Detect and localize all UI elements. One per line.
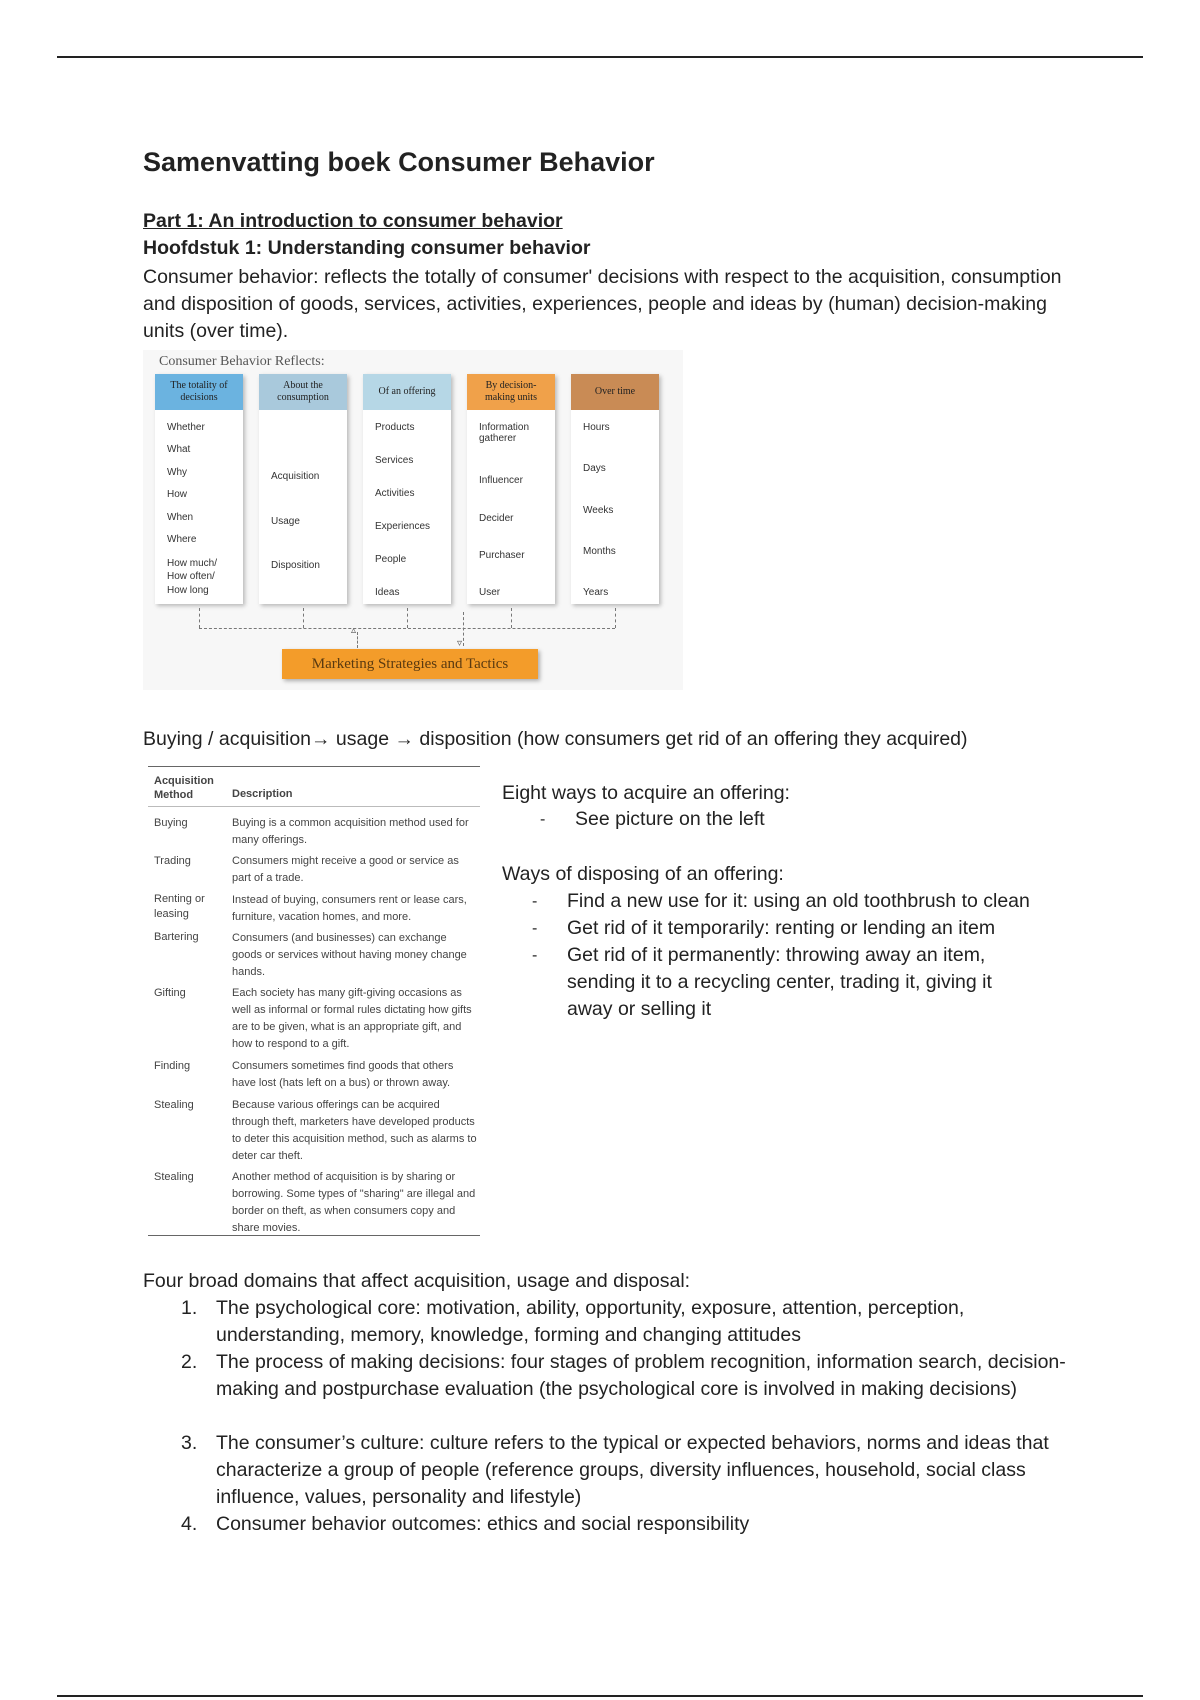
column-item: How long	[167, 585, 209, 596]
eight-ways-title: Eight ways to acquire an offering:	[502, 782, 790, 804]
table-row-description: Each society has many gift-giving occasions as well as informal or formal rules dictating how gifts are to be given, what is an appropriate gift, and how to respond to a gift.	[232, 987, 472, 1050]
disposing-item: Get rid of it permanently: throwing away an item, sending it to a recycling center, trading it, giving it away or selling it	[567, 944, 992, 1020]
column-item: Usage	[271, 516, 300, 527]
table-top-rule	[148, 766, 480, 767]
column-item: When	[167, 512, 194, 523]
arrow-down-icon: ▿	[457, 638, 463, 649]
figure-column-offering	[363, 374, 451, 604]
column-item: What	[167, 444, 191, 455]
column-item: Ideas	[375, 587, 400, 598]
column-item: Where	[167, 534, 197, 545]
column-item: Purchaser	[479, 550, 525, 561]
domain-text: The process of making decisions: four stages of problem recognition, information search, decision-making and postpurchase evaluation (the psychological core is involved in making decisions)	[216, 1351, 1066, 1400]
part-heading: Part 1: An introduction to consumer behavior	[143, 210, 563, 232]
table-row-description: Consumers sometimes find goods that others have lost (hats left on a bus) or thrown away.	[232, 1060, 454, 1089]
table-row-description: Another method of acquisition is by sharing or borrowing. Some types of "sharing" are illegal and border on theft, as when consumers copy and share movies.	[232, 1171, 476, 1234]
domain-text: The psychological core: motivation, ability, opportunity, exposure, attention, perception, understanding, memory, knowledge, forming and changing attitudes	[216, 1297, 965, 1346]
column-item: Services	[375, 455, 414, 466]
bottom-rule	[57, 1695, 1143, 1697]
table-row-method: Trading	[154, 855, 191, 867]
table-row-description: Consumers might receive a good or service as part of a trade.	[232, 855, 459, 884]
figure-caption: Consumer Behavior Reflects:	[159, 354, 325, 369]
column-item: Hours	[583, 422, 610, 433]
table-row-method: Buying	[154, 817, 188, 829]
connector-arrow-up	[357, 632, 359, 648]
column-item: Days	[583, 463, 606, 474]
table-row-description: Consumers (and businesses) can exchange goods or services without having money change hands.	[232, 932, 467, 978]
chapter-heading: Hoofdstuk 1: Understanding consumer behavior	[143, 237, 591, 259]
domain-number: 4.	[181, 1513, 198, 1535]
domain-number: 2.	[181, 1351, 198, 1373]
column-item: Influencer	[479, 475, 523, 486]
table-row-method: Renting or leasing	[154, 893, 205, 920]
table-row-method: Stealing	[154, 1099, 194, 1111]
table-bottom-rule	[148, 1235, 480, 1236]
top-rule	[57, 56, 1143, 58]
table-row-method: Stealing	[154, 1171, 194, 1183]
domain-number: 3.	[181, 1432, 198, 1454]
table-row-method: Finding	[154, 1060, 191, 1072]
table-row-description: Buying is a common acquisition method used for many offerings.	[232, 817, 469, 846]
column-item: Months	[583, 546, 616, 557]
connector-line	[199, 608, 201, 628]
disposing-item: Get rid of it temporarily: renting or lending an item	[567, 917, 996, 939]
disposing-item: Find a new use for it: using an old toothbrush to clean	[567, 890, 1030, 912]
connector-line	[615, 608, 617, 628]
connector-line	[511, 608, 513, 628]
column-item: Information gatherer	[479, 422, 530, 444]
marketing-strategies-box: Marketing Strategies and Tactics	[282, 649, 538, 679]
flow-text: Buying / acquisition→ usage → disposition (how consumers get rid of an offering they acquired)	[143, 728, 968, 750]
table-row-method: Gifting	[154, 987, 186, 999]
column-header: Of an offering	[363, 374, 451, 410]
figure-column-consumption	[259, 374, 347, 604]
column-item: How often/	[167, 571, 215, 582]
column-item: Experiences	[375, 521, 431, 532]
column-item: Why	[167, 467, 187, 478]
connector-arrow-down	[463, 612, 465, 646]
figure-column-time	[571, 374, 659, 604]
consumer-behavior-figure	[143, 350, 683, 690]
connector-line	[199, 628, 615, 630]
column-item: How much/	[167, 558, 218, 569]
column-item: Products	[375, 422, 415, 433]
column-item: People	[375, 554, 407, 565]
eight-ways-item: See picture on the left	[575, 808, 765, 830]
table-header-description: Description	[232, 788, 293, 800]
column-item: User	[479, 587, 501, 598]
bullet-dash: -	[532, 947, 538, 964]
arrow-up-icon: ▵	[351, 625, 357, 636]
table-row-description: Because various offerings can be acquired through theft, marketers have developed products to deter this acquisition method, such as alarms to deter car theft.	[232, 1099, 477, 1162]
column-item: Weeks	[583, 505, 614, 516]
column-item: How	[167, 489, 188, 500]
column-item: Years	[583, 587, 609, 598]
table-row-description: Instead of buying, consumers rent or lease cars, furniture, vacation homes, and more.	[232, 894, 467, 923]
domain-number: 1.	[181, 1297, 198, 1319]
connector-line	[303, 608, 305, 628]
table-row-method: Bartering	[154, 931, 199, 943]
column-item: Activities	[375, 488, 415, 499]
figure-column-decisions	[155, 374, 243, 604]
domains-intro: Four broad domains that affect acquisition, usage and disposal:	[143, 1270, 691, 1292]
definition-paragraph: Consumer behavior: reflects the totally of consumer' decisions with respect to the acquisition, consumption and disposition of goods, services, activities, experiences, people and ideas by (human) decision-making units (over time).	[143, 266, 1062, 342]
table-header-method: Acquisition Method	[154, 775, 214, 801]
table-header-rule	[148, 806, 480, 807]
bullet-dash: -	[540, 811, 546, 828]
column-header: By decision-making units	[467, 374, 555, 410]
disposing-title: Ways of disposing of an offering:	[502, 863, 784, 885]
column-header: Over time	[571, 374, 659, 410]
column-item: Decider	[479, 513, 514, 524]
domain-text: The consumer’s culture: culture refers to the typical or expected behaviors, norms and ideas that characterize a group of people (reference groups, diversity influences, household, social class influence, values, personality and lifestyle)	[216, 1432, 1049, 1508]
bullet-dash: -	[532, 920, 538, 937]
figure-column-units	[467, 374, 555, 604]
column-header: The totality of decisions	[155, 374, 243, 410]
connector-line	[407, 608, 409, 628]
domain-text: Consumer behavior outcomes: ethics and social responsibility	[216, 1513, 750, 1535]
column-item: Acquisition	[271, 471, 320, 482]
column-item: Whether	[167, 422, 205, 433]
bullet-dash: -	[532, 893, 538, 910]
column-header: About the consumption	[259, 374, 347, 410]
column-item: Disposition	[271, 560, 320, 571]
document-title: Samenvatting boek Consumer Behavior	[143, 147, 655, 177]
